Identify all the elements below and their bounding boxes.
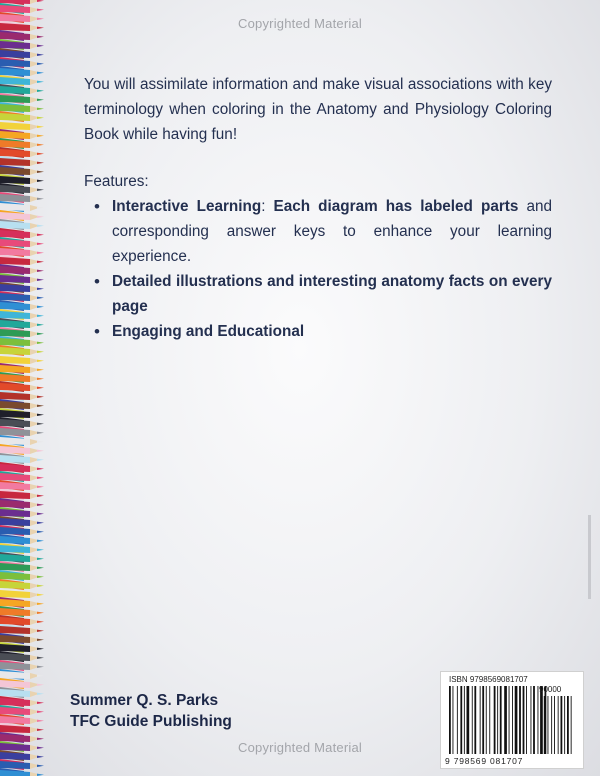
- pencil-tip: [37, 261, 44, 263]
- pencil-tip: [37, 351, 44, 353]
- pencil-tip: [37, 72, 44, 74]
- pencil-body: [0, 338, 30, 346]
- intro-paragraph: You will assimilate information and make visual associations with key terminology when coloring in the Anatomy and Physiology Coloring Book while having fun!: [84, 76, 552, 143]
- pencil-tip: [37, 486, 44, 488]
- pencil-body: [0, 518, 30, 526]
- feature-separator: :: [261, 198, 274, 215]
- pencil-body: [0, 617, 30, 625]
- isbn-label: ISBN 9798569081707: [449, 675, 528, 684]
- features-heading: Features:: [84, 173, 149, 190]
- pencil-body: [0, 554, 30, 562]
- pencil-tip: [37, 423, 44, 425]
- pencil-body: [0, 176, 30, 184]
- pencil-tip: [37, 585, 44, 587]
- pencil-body: [0, 293, 30, 301]
- pencil-tip: [37, 360, 44, 362]
- pencil-body: [0, 581, 30, 589]
- publisher-name: TFC Guide Publishing: [70, 713, 232, 730]
- pencil-body: [0, 122, 30, 130]
- pencil-body: [0, 284, 30, 292]
- pencil-tip: [37, 369, 44, 371]
- pencil-body: [0, 32, 30, 40]
- pencil-body: [0, 68, 30, 76]
- pencil-body: [0, 689, 30, 697]
- price-code: 90000: [539, 685, 562, 694]
- pencil-tip: [37, 99, 44, 101]
- pencil-body: [0, 149, 30, 157]
- pencil-tip: [37, 414, 44, 416]
- pencil-tip: [37, 639, 44, 641]
- pencil-body: [0, 194, 30, 202]
- feature-rest: and corresponding answer keys to enhance your learning experience.: [112, 198, 552, 265]
- pencil-body: [0, 392, 30, 400]
- barcode-digits: 9 798569 081707: [445, 756, 524, 766]
- pencil-body: [0, 590, 30, 598]
- pencil-tip: [37, 702, 44, 704]
- pencil-tip: [37, 756, 44, 758]
- pencil-tip: [37, 234, 44, 236]
- edge-mark: [588, 515, 591, 599]
- pencil-tip: [37, 153, 44, 155]
- pencil-tip: [37, 720, 44, 722]
- pencil-body: [0, 266, 30, 274]
- pencil-tip: [37, 144, 44, 146]
- pencil-body: [0, 230, 30, 238]
- pencil-body: [0, 527, 30, 535]
- pencil-body: [0, 473, 30, 481]
- pencil-tip: [37, 432, 44, 434]
- pencil-body: [0, 203, 30, 211]
- pencil-body: [0, 401, 30, 409]
- pencil-tip: [37, 396, 44, 398]
- pencil-body: [0, 500, 30, 508]
- pencil-tip: [37, 495, 44, 497]
- pencil-body: [0, 383, 30, 391]
- pencil-body: [0, 419, 30, 427]
- pencil-tip: [37, 45, 44, 47]
- pencil-tip: [37, 9, 44, 11]
- pencil-tip: [37, 297, 44, 299]
- pencil-tip: [37, 36, 44, 38]
- pencil-tip: [37, 594, 44, 596]
- pencil-body: [0, 275, 30, 283]
- pencil-body: [0, 599, 30, 607]
- pencil-body: [0, 239, 30, 247]
- feature-item-engaging: [84, 319, 552, 344]
- pencil-body: [0, 482, 30, 490]
- pencil-body: [0, 545, 30, 553]
- pencil-tip: [37, 225, 44, 227]
- pencil-body: [0, 509, 30, 517]
- pencil-body: [0, 374, 30, 382]
- pencil-tip: [37, 567, 44, 569]
- author-block: [70, 690, 232, 732]
- pencil-tip: [37, 216, 44, 218]
- colored-pencils-border: [0, 0, 46, 776]
- pencil-body: [0, 95, 30, 103]
- pencil-tip: [37, 522, 44, 524]
- pencil-body: [0, 5, 30, 13]
- author-name: Summer Q. S. Parks: [70, 692, 219, 709]
- pencil-body: [0, 563, 30, 571]
- pencil-body: [0, 41, 30, 49]
- pencil-body: [0, 113, 30, 121]
- colored-pencils-illustration: [0, 0, 46, 776]
- pencil-body: [0, 635, 30, 643]
- pencil-tip: [37, 198, 44, 200]
- pencil-tip: [37, 504, 44, 506]
- pencil-tip: [37, 603, 44, 605]
- pencil-tip: [37, 621, 44, 623]
- pencil-body: [0, 50, 30, 58]
- pencil-tip: [37, 54, 44, 56]
- pencil-tip: [37, 549, 44, 551]
- pencil-body: [0, 248, 30, 256]
- pencil-tip: [37, 693, 44, 695]
- pencil-tip: [37, 279, 44, 281]
- pencil-body: [0, 0, 30, 4]
- feature-highlight: Each diagram has labeled parts: [273, 198, 519, 215]
- pencil-body: [0, 302, 30, 310]
- pencil-body: [0, 608, 30, 616]
- pencil-tip: [37, 108, 44, 110]
- pencil-body: [0, 653, 30, 661]
- pencil-tip: [37, 459, 44, 461]
- pencil-tip: [37, 252, 44, 254]
- pencil-tip: [37, 711, 44, 713]
- pencil-tip: [37, 477, 44, 479]
- pencil-body: [0, 131, 30, 139]
- pencil-tip: [37, 378, 44, 380]
- feature-lead: Interactive Learning: [112, 198, 262, 215]
- pencil-tip: [37, 612, 44, 614]
- pencil-tip: [37, 675, 44, 677]
- pencil-body: [0, 698, 30, 706]
- copyright-watermark-bottom: Copyrighted Material: [238, 740, 362, 755]
- pencil-body: [0, 716, 30, 724]
- pencil-body: [0, 140, 30, 148]
- pencil-tip: [37, 126, 44, 128]
- pencil-tip: [37, 81, 44, 83]
- pencil-tip: [37, 243, 44, 245]
- pencil-tip: [37, 171, 44, 173]
- pencil-tip: [37, 387, 44, 389]
- pencil-body: [0, 707, 30, 715]
- pencil-body: [0, 644, 30, 652]
- back-cover-text: [84, 72, 552, 344]
- pencil-tip: [37, 0, 44, 2]
- pencil-tip: [37, 135, 44, 137]
- pencil-tip: [37, 270, 44, 272]
- pencil-body: [0, 356, 30, 364]
- pencil-body: [0, 428, 30, 436]
- pencil-tip: [37, 90, 44, 92]
- pencil-tip: [37, 648, 44, 650]
- pencil-tip: [37, 405, 44, 407]
- pencil-body: [0, 59, 30, 67]
- feature-text: Engaging and Educational: [112, 323, 305, 340]
- pencil-body: [0, 347, 30, 355]
- pencil-tip: [37, 441, 44, 443]
- pencil-body: [0, 212, 30, 220]
- pencil-body: [0, 455, 30, 463]
- pencil-tip: [37, 333, 44, 335]
- pencil-tip: [37, 162, 44, 164]
- pencil-body: [0, 662, 30, 670]
- pencil-tip: [37, 468, 44, 470]
- feature-item-illustrations: [84, 269, 552, 319]
- pencil-body: [0, 410, 30, 418]
- pencil-tip: [37, 540, 44, 542]
- pencil-tip: [37, 207, 44, 209]
- pencil-tip: [37, 288, 44, 290]
- pencil-body: [0, 320, 30, 328]
- pencil-tip: [37, 729, 44, 731]
- pencil-tip: [37, 306, 44, 308]
- pencil-tip: [37, 180, 44, 182]
- pencil-tip: [37, 558, 44, 560]
- pencil-body: [0, 671, 30, 679]
- pencil-body: [0, 572, 30, 580]
- pencil-tip: [37, 450, 44, 452]
- pencil-body: [0, 221, 30, 229]
- pencil-body: [0, 77, 30, 85]
- pencil-body: [0, 158, 30, 166]
- pencil-body: [0, 491, 30, 499]
- pencil-body: [0, 86, 30, 94]
- pencil-tip: [37, 657, 44, 659]
- pencil-tip: [37, 63, 44, 65]
- pencil-body: [0, 464, 30, 472]
- copyright-watermark-top: Copyrighted Material: [238, 16, 362, 31]
- pencil-body: [0, 725, 30, 733]
- pencil-body: [0, 626, 30, 634]
- pencil-tip: [37, 324, 44, 326]
- pencil-tip: [37, 666, 44, 668]
- pencil-tip: [37, 315, 44, 317]
- pencil-tip: [37, 765, 44, 767]
- pencil-tip: [37, 576, 44, 578]
- pencil-body: [0, 437, 30, 445]
- pencil-tip: [37, 342, 44, 344]
- pencil-tip: [37, 189, 44, 191]
- pencil-body: [0, 257, 30, 265]
- pencil-body: [0, 536, 30, 544]
- pencil-body: [0, 329, 30, 337]
- pencil-body: [0, 446, 30, 454]
- pencil-body: [0, 167, 30, 175]
- pencil-tip: [37, 630, 44, 632]
- pencil-body: [0, 365, 30, 373]
- pencil-body: [0, 311, 30, 319]
- feature-text: Detailed illustrations and interesting anatomy facts on every page: [112, 273, 552, 315]
- pencil-body: [0, 104, 30, 112]
- pencil-tip: [37, 531, 44, 533]
- features-list: [84, 194, 552, 344]
- pencil-body: [0, 680, 30, 688]
- pencil-tip: [37, 513, 44, 515]
- pencil-tip: [37, 117, 44, 119]
- pencil-tip: [37, 684, 44, 686]
- feature-item-interactive-learning: [84, 194, 552, 269]
- pencil-body: [0, 185, 30, 193]
- pencil-body: [0, 761, 30, 769]
